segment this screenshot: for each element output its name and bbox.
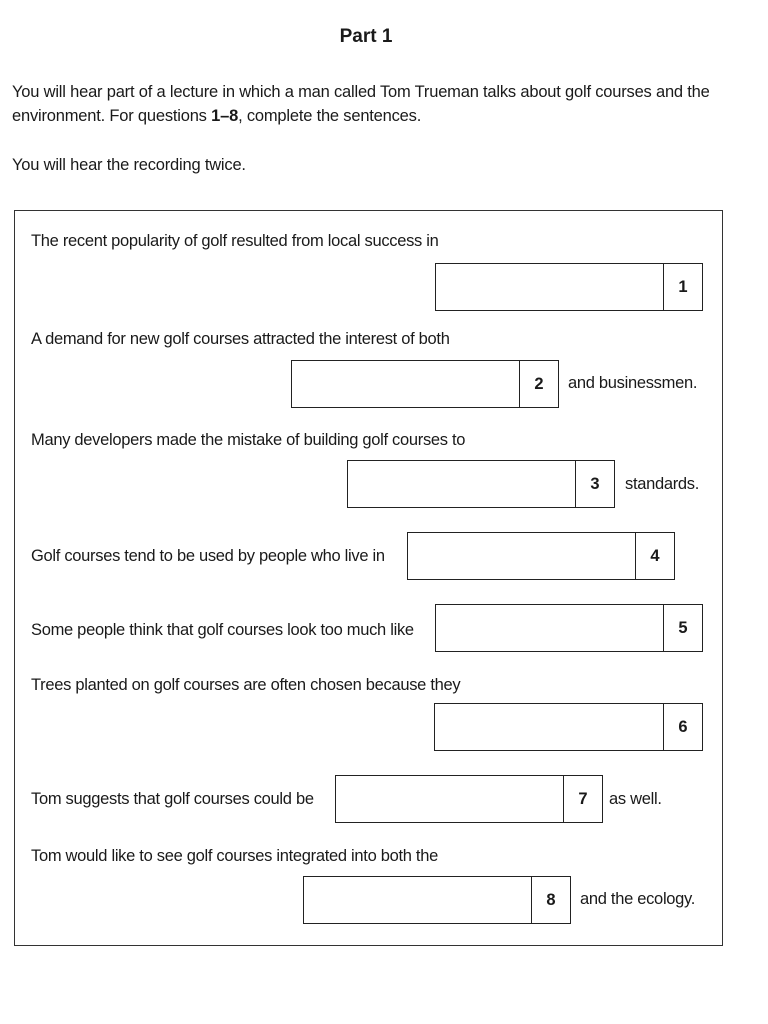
question-number-3: 3: [575, 461, 614, 507]
question-number-8: 8: [531, 877, 570, 923]
answer-box-3[interactable]: [347, 460, 615, 508]
answer-box-2[interactable]: [291, 360, 559, 408]
question-5-sentence: Some people think that golf courses look too much like: [31, 621, 414, 639]
question-7-continuation: as well.: [609, 790, 662, 808]
question-number-7: 7: [563, 776, 602, 822]
question-number-6: 6: [663, 704, 702, 750]
instructions-text-start: You will hear part of a lecture in which a man called Tom Trueman talks about golf courses and the environment. For questions: [12, 83, 710, 125]
answer-box-7[interactable]: [335, 775, 603, 823]
question-2-sentence: A demand for new golf courses attracted the interest of both: [31, 330, 450, 348]
instructions: [12, 80, 732, 128]
question-6-sentence: Trees planted on golf courses are often chosen because they: [31, 676, 461, 694]
answer-box-8[interactable]: [303, 876, 571, 924]
recording-note: You will hear the recording twice.: [12, 156, 246, 174]
question-3-continuation: standards.: [625, 475, 700, 493]
question-7-sentence: Tom suggests that golf courses could be: [31, 790, 314, 808]
question-8-continuation: and the ecology.: [580, 890, 696, 908]
answer-box-4[interactable]: [407, 532, 675, 580]
question-4-sentence: Golf courses tend to be used by people who live in: [31, 547, 385, 565]
question-1-sentence: The recent popularity of golf resulted from local success in: [31, 232, 439, 250]
question-2-continuation: and businessmen.: [568, 374, 698, 392]
question-number-4: 4: [635, 533, 674, 579]
question-number-2: 2: [519, 361, 558, 407]
question-range: 1–8: [211, 107, 239, 125]
answer-box-5[interactable]: [435, 604, 703, 652]
question-number-1: 1: [663, 264, 702, 310]
answer-box-1[interactable]: [435, 263, 703, 311]
question-3-sentence: Many developers made the mistake of building golf courses to: [31, 431, 466, 449]
question-8-sentence: Tom would like to see golf courses integrated into both the: [31, 847, 438, 865]
answer-box-6[interactable]: [434, 703, 703, 751]
question-number-5: 5: [663, 605, 702, 651]
page-title: Part 1: [339, 26, 393, 47]
instructions-text-end: , complete the sentences.: [238, 107, 422, 125]
